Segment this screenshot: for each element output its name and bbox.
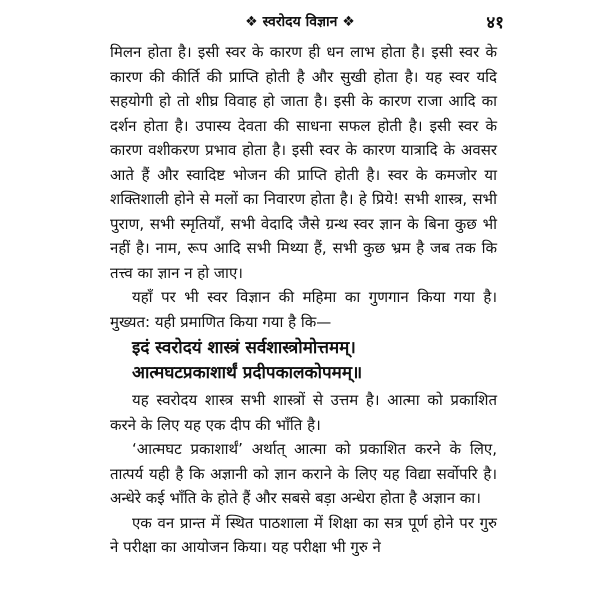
page-body [110,40,497,560]
paragraph-3: यह स्वरोदय शास्त्र सभी शास्त्रों से उत्तम है। आत्मा को प्रकाशित करने के लिए यह एक दीप की भाँति है। [110,391,497,434]
page-number: ४१ [486,13,504,33]
page-header [0,8,600,34]
running-head: ❖ स्वरोदय विज्ञान ❖ [245,14,355,30]
sanskrit-verse [132,336,497,386]
paragraph-4: ‘आत्मघट प्रकाशार्थं’ अर्थात् आत्मा को प्रकाशित करने के लिए, तात्पर्य यही है कि अज्ञानी को ज्ञान कराने के लिए यह विद्या सर्वोपरि है। अन्धेरे कई भाँति के होते हैं और सबसे बड़ा अन्धेरा होता है अज्ञान का। [110,440,497,507]
verse-line-2: आत्मघटप्रकाशार्थं प्रदीपकालकोपमम्॥ [132,363,363,383]
verse-line-1: इदं स्वरोदयं शास्त्रं सर्वशास्त्रोमोत्तमम्। [132,338,356,358]
paragraph-2: यहाँ पर भी स्वर विज्ञान की महिमा का गुणगान किया गया है। मुख्यत: यही प्रमाणित किया गया है कि— [110,288,497,331]
paragraph-5: एक वन प्रान्त में स्थित पाठशाला में शिक्षा का सत्र पूर्ण होने पर गुरु ने परीक्षा का आयोजन किया। यह परीक्षा भी गुरु ने [110,513,497,556]
paragraph-1: मिलन होता है। इसी स्वर के कारण ही धन लाभ होता है। इसी स्वर के कारण की कीर्ति की प्राप्ति होती है और सुखी होता है। यह स्वर यदि सहयोगी हो तो शीघ्र विवाह हो जाता है। इसी के कारण राजा आदि का दर्शन होता है। उपास्य देवता की साधना सफल होती है। इसी स्वर के कारण वशीकरण प्रभाव होता है। इसी स्वर के कारण यात्रादि के अवसर आते हैं और स्वादिष्ट भोजन की प्राप्ति होती है। स्वर के कमजोर या शक्तिशाली होने से मलों का निवारण होता है। हे प्रिये! सभी शास्त्र, सभी पुराण, सभी स्मृतियाँ, सभी वेदादि जैसे ग्रन्थ स्वर ज्ञान के बिना कुछ भी नहीं है। नाम, रूप आदि सभी मिथ्या हैं, सभी कुछ भ्रम है जब तक कि तत्त्व का ज्ञान न हो जाए। [110,43,497,282]
